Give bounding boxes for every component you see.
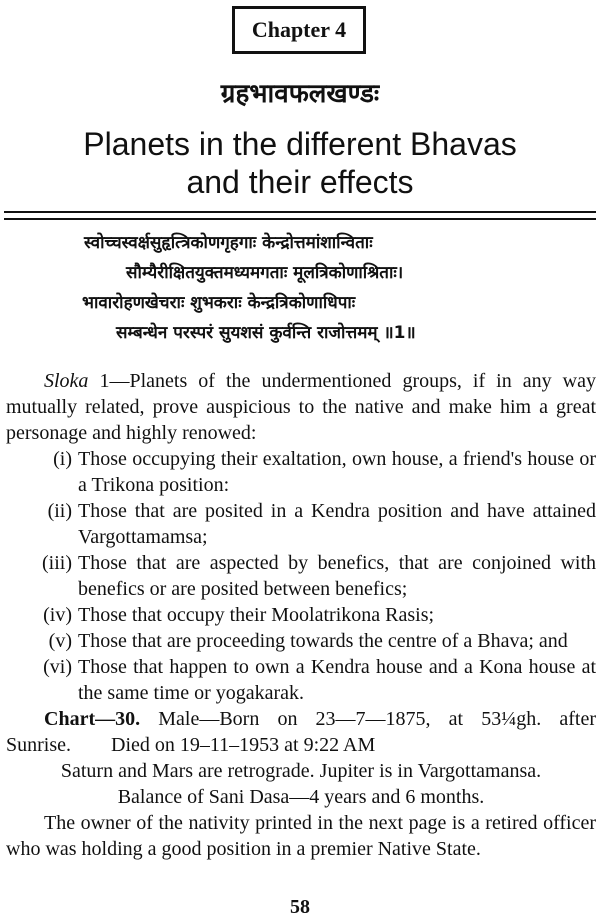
list-number: (vi) — [43, 656, 72, 678]
chapter-title-line-1: Planets in the different Bhavas — [83, 126, 517, 162]
sloka-label: Sloka — [44, 370, 89, 392]
double-rule-divider — [4, 211, 596, 220]
list-text: Those that are posited in a Kendra position and have attained Vargottamamsa; — [78, 500, 596, 548]
dasa-balance: Balance of Sani Dasa—4 years and 6 months. — [117, 786, 485, 808]
chapter-heading-box — [232, 6, 366, 54]
chapter-label: Chapter 4 — [251, 17, 347, 42]
conditions-list — [6, 446, 596, 706]
chapter-title — [0, 125, 600, 201]
list-text: Those that occupy their Moolatrikona Rasis; — [78, 604, 435, 626]
sanskrit-title: ग्रहभावफलखण्डः — [220, 79, 380, 109]
chart-death-info: Died on 19–11–1953 at 9:22 AM — [111, 734, 376, 756]
page-number: 58 — [290, 896, 310, 918]
list-text: Those that are proceeding towards the centre of a Bhava; and — [78, 630, 568, 652]
chart-birth-info: Male—Born on 23—7—1875, at 53¼gh. after Sunrise. — [6, 708, 596, 756]
list-item — [6, 498, 596, 550]
list-item — [6, 654, 596, 706]
verse-line: सम्बन्धेन परस्परं सुयशसं कुर्वन्ति राजोत्तमम् ॥1॥ — [116, 323, 416, 343]
list-number: (iii) — [42, 552, 72, 574]
verse-line: स्वोच्चस्वर्क्षसुहृत्त्रिकोणगृहगाः केन्द्रोत्तमांशान्विताः — [84, 233, 373, 253]
list-number: (i) — [53, 448, 72, 470]
list-item — [6, 550, 596, 602]
body-text — [6, 368, 596, 862]
chart-paragraph — [6, 706, 596, 758]
list-item — [6, 446, 596, 498]
list-text: Those that are aspected by benefics, that are conjoined with benefics or are posited between benefics; — [78, 552, 596, 600]
list-number: (iv) — [43, 604, 72, 626]
verse-line: भावारोहणखेचराः शुभकराः केन्द्रत्रिकोणाधिपाः — [82, 293, 356, 313]
list-number: (ii) — [47, 500, 72, 522]
list-item — [6, 628, 596, 654]
list-item — [6, 602, 596, 628]
sanskrit-verse — [20, 228, 600, 348]
owner-paragraph: The owner of the nativity printed in the next page is a retired officer who was holding a good position in a premier Native State. — [6, 812, 596, 860]
sloka-text: 1—Planets of the undermentioned groups, if in any way mutually related, prove auspicious to the native and make him a great personage and highly renowed: — [6, 370, 596, 444]
list-text: Those that happen to own a Kendra house and a Kona house at the same time or yogakarak. — [78, 656, 596, 704]
list-text: Those occupying their exaltation, own house, a friend's house or a Trikona position: — [78, 448, 596, 496]
list-number: (v) — [48, 630, 72, 652]
retrograde-note: Saturn and Mars are retrograde. Jupiter is in Vargottamansa. — [60, 760, 542, 782]
sloka-paragraph — [6, 368, 596, 446]
chart-label: Chart—30. — [44, 708, 141, 730]
verse-line: सौम्यैरीक्षितयुक्तमध्यमगताः मूलत्रिकोणाश्रिताः। — [126, 263, 404, 283]
chapter-title-line-2: and their effects — [186, 164, 414, 200]
